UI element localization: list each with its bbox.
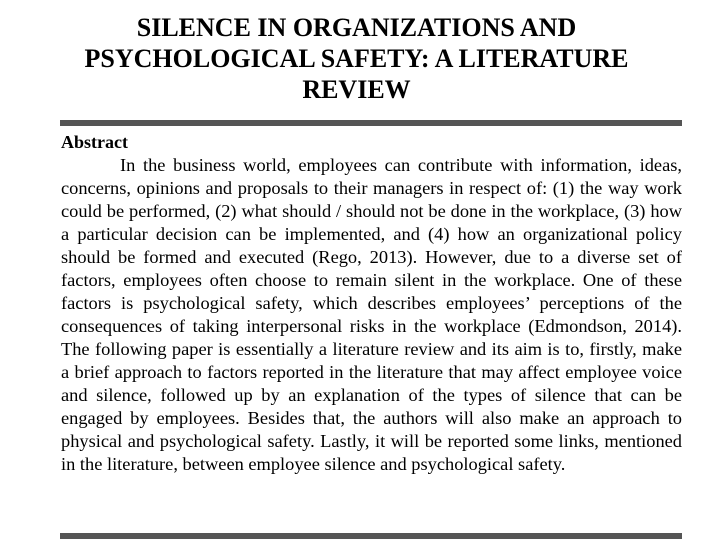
paper-title [0,12,713,105]
abstract-heading: Abstract [61,132,128,152]
abstract-body: In the business world, employees can contribute with information, ideas, concerns, opinions and proposals to their managers in respect of: (1) the way work could be performed, (2) what should / should not be done in the workplace, (3) how a particular decision can be implemented, and (4) how an organizational policy should be formed and executed (Rego, 2013). However, due to a diverse set of factors, employees often choose to remain silent in the workplace. One of these factors is psychological safety, which describes employees’ perceptions of the consequences of taking interpersonal risks in the workplace (Edmondson, 2014). The following paper is essentially a literature review and its aim is to, firstly, make a brief approach to factors reported in the literature that may affect employee voice and silence, followed up by an explanation of the types of silence that can be engaged by employees. Besides that, the authors will also make an approach to physical and psychological safety. Lastly, it will be reported some links, mentioned in the literature, between employee silence and psychological safety. [61,155,682,474]
title-line-2: PSYCHOLOGICAL SAFETY: A LITERATURE [84,44,629,73]
abstract-section [61,131,682,476]
abstract-bottom-rule [60,533,682,539]
title-line-3: REVIEW [302,75,411,104]
title-line-1: SILENCE IN ORGANIZATIONS AND [136,13,577,42]
abstract-top-rule [60,120,682,126]
